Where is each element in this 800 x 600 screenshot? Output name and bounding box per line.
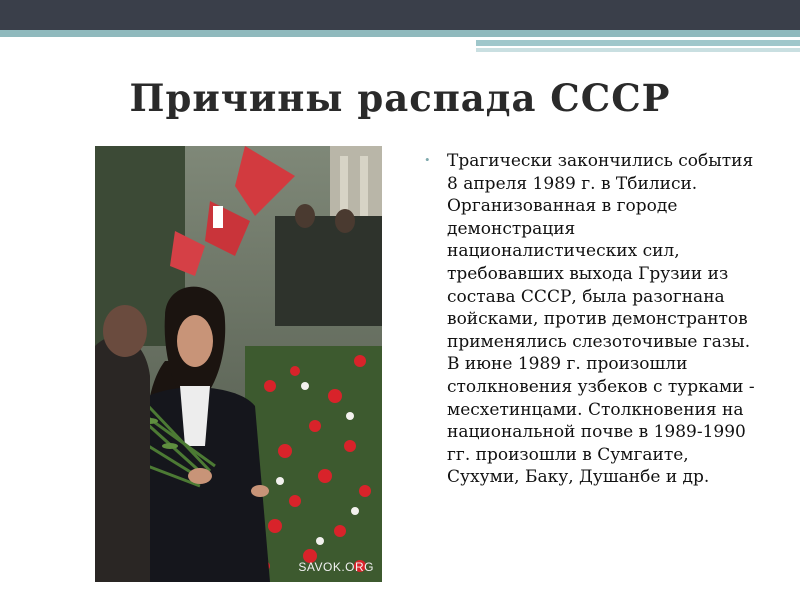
top-header-band — [0, 0, 800, 30]
accent-bar-upper — [476, 40, 800, 46]
bullet-text: Трагически закончились события 8 апреля 1989 г. в Тбилиси. Организованная в городе демонстрация националистических сил, требовавших выхода Грузии из состава СССР, была разогнана войсками, против демонстрантов применялись слезоточивые газы. В июне 1989 г. произошли столкновения узбеков с турками - месхетинцами. Столкновения на национальной почве в 1989-1990 гг. произошли в Сумгаите, Сухуми, Баку, Душанбе и др. — [447, 151, 755, 488]
circle-bullet-icon: • — [425, 152, 430, 167]
tbilisi-memorial-photo — [95, 146, 382, 582]
slide-title: Причины распада СССР — [129, 76, 671, 120]
accent-bar-lower — [476, 48, 800, 52]
photo-watermark: SAVOK.ORG — [298, 560, 374, 574]
bullet-list — [425, 150, 765, 489]
bullet-item — [425, 150, 765, 489]
top-accent-stripe — [0, 30, 800, 37]
